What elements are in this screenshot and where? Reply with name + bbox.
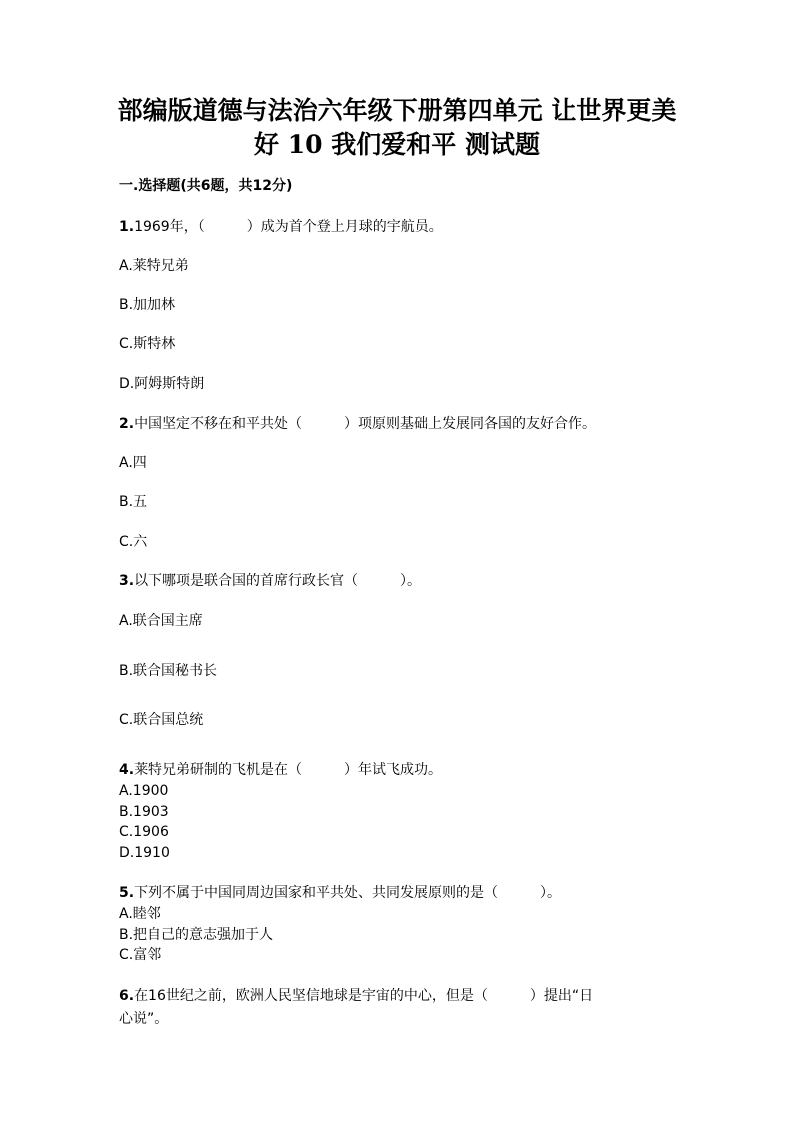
question-number: 5.: [119, 885, 135, 901]
option-3c: C.联合国总统: [119, 712, 204, 728]
option-1c: C.斯特林: [119, 336, 176, 352]
question-text: 中国坚定不移在和平共处（ ）项原则基础上发展同各国的友好合作。: [134, 416, 597, 432]
option-1a: A.莱特兄弟: [119, 258, 189, 274]
page-title-line2: 好 10 我们爱和平 测试题: [254, 130, 540, 159]
question-text: 1969年，（ ）成为首个登上月球的宇航员。: [134, 219, 443, 235]
question-number: 6.: [119, 988, 135, 1004]
question-number: 1.: [119, 219, 135, 235]
question-4: [119, 760, 442, 780]
question-text: 在16世纪之前，欧洲人民坚信地球是宇宙的中心，但是（ ）提出“日: [134, 988, 594, 1004]
option-5c: C.富邻: [119, 947, 162, 963]
option-3b: B.联合国秘书长: [119, 663, 218, 679]
option-4a: A.1900: [119, 783, 169, 799]
question-number: 3.: [119, 573, 135, 589]
question-number: 4.: [119, 762, 135, 778]
question-6-continued: 心说”。: [119, 1011, 169, 1027]
question-number: 2.: [119, 416, 135, 432]
option-2a: A.四: [119, 455, 147, 471]
option-2c: C.六: [119, 534, 148, 550]
question-2: [119, 414, 596, 434]
option-5a: A.睦邻: [119, 906, 161, 922]
question-text: 以下哪项是联合国的首席行政长官（ ）。: [134, 573, 422, 589]
option-2b: B.五: [119, 494, 148, 510]
option-1b: B.加加林: [119, 297, 176, 313]
option-4c: C.1906: [119, 824, 169, 840]
option-1d: D.阿姆斯特朗: [119, 376, 205, 392]
question-1: [119, 217, 443, 237]
option-4b: B.1903: [119, 804, 169, 820]
option-4d: D.1910: [119, 845, 170, 861]
question-text: 莱特兄弟研制的飞机是在（ ）年试飞成功。: [134, 762, 443, 778]
section-heading: 一.选择题(共6题，共12分): [119, 178, 293, 194]
option-5b: B.把自己的意志强加于人: [119, 927, 274, 943]
page-title-line1: 部编版道德与法治六年级下册第四单元 让世界更美: [117, 96, 677, 125]
question-3: [119, 571, 421, 591]
question-text: 下列不属于中国同周边国家和平共处、共同发展原则的是（ ）。: [134, 885, 562, 901]
option-3a: A.联合国主席: [119, 613, 203, 629]
question-5: [119, 883, 561, 903]
question-6: [119, 986, 593, 1006]
